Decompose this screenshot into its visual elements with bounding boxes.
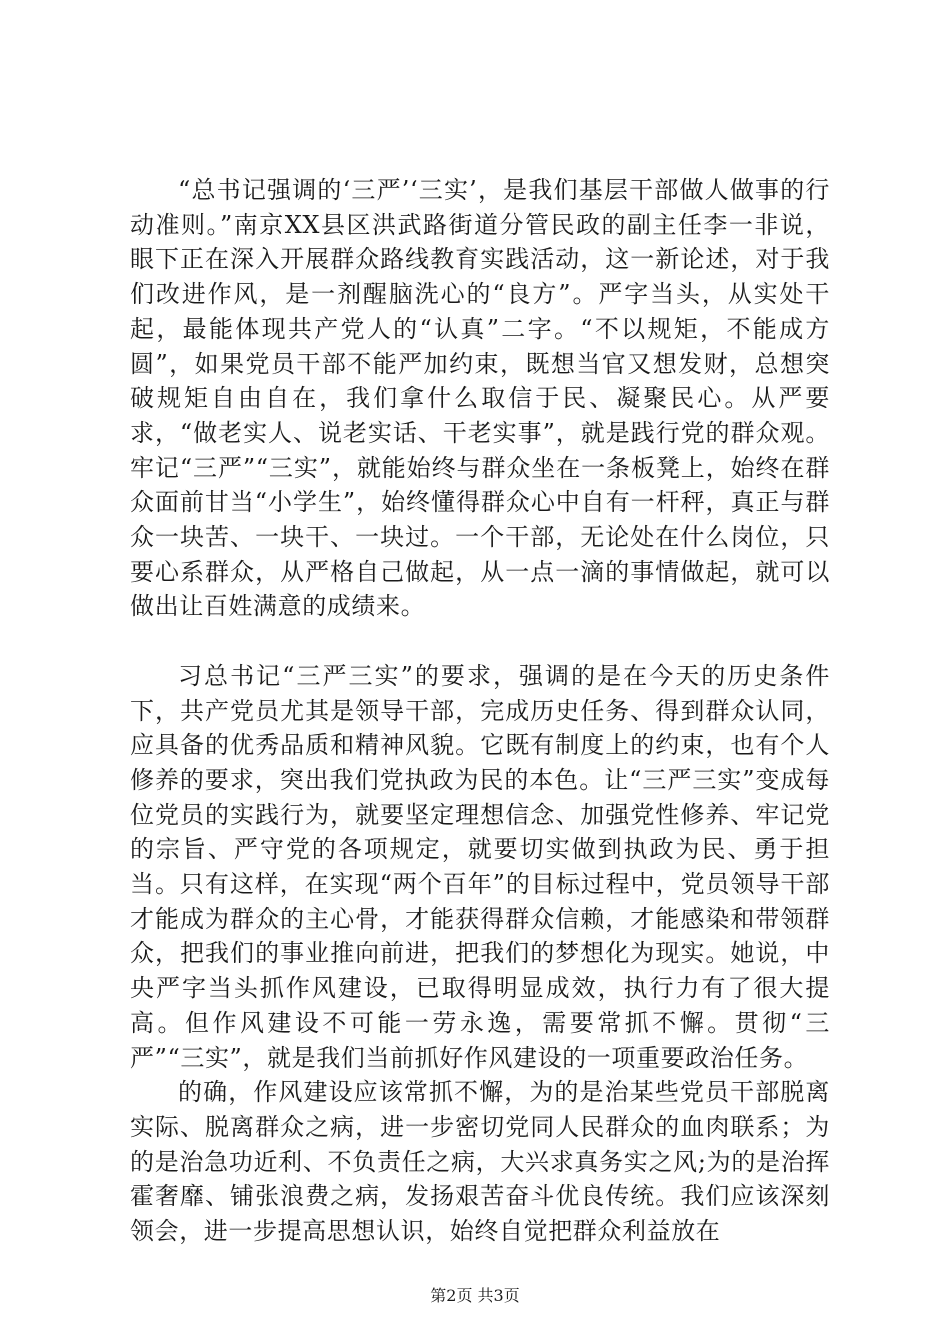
page-number-footer: 第2页 共3页 (430, 1286, 520, 1305)
document-body (130, 173, 830, 1249)
paragraph-3: 的确，作风建设应该常抓不懈，为的是治某些党员干部脱离实际、脱离群众之病，进一步密切党同人民群众的血肉联系；为的是治急功近利、不负责任之病，大兴求真务实之风;为的是治挥霍奢靡、铺张浪费之病，发扬艰苦奋斗优良传统。我们应该深刻领会，进一步提高思想认识，始终自觉把群众利益放在 (130, 1078, 830, 1246)
paragraph-2: 习总书记“三严三实”的要求，强调的是在今天的历史条件下，共产党员尤其是领导干部，完成历史任务、得到群众认同，应具备的优秀品质和精神风貌。它既有制度上的约束，也有个人修养的要求，突出我们党执政为民的本色。让“三严三实”变成每位党员的实践行为，就要坚定理想信念、加强党性修养、牢记党的宗旨、严守党的各项规定，就要切实做到执政为民、勇于担当。只有这样，在实现“两个百年”的目标过程中，党员领导干部才能成为群众的主心骨，才能获得群众信赖，才能感染和带领群众，把我们的事业推向前进，把我们的梦想化为现实。她说，中央严字当头抓作风建设，已取得明显成效，执行力有了很大提高。但作风建设不可能一劳永逸，需要常抓不懈。贯彻“三严”“三实”，就是我们当前抓好作风建设的一项重要政治任务。 (130, 661, 830, 1072)
paragraph-spacer (130, 624, 830, 659)
paragraph-1: “总书记强调的‘三严’‘三实’，是我们基层干部做人做事的行动准则。”南京XX县区洪武路街道分管民政的副主任李一非说，眼下正在深入开展群众路线教育实践活动，这一新论述，对于我们改进作风，是一剂醒脑洗心的“良方”。严字当头，从实处干起，最能体现共产党人的“认真”二字。“不以规矩，不能成方圆”，如果党员干部不能严加约束，既想当官又想发财，总想突破规矩自由自在，我们拿什么取信于民、凝聚民心。从严要求，“做老实人、说老实话、干老实事”，就是践行党的群众观。牢记“三严”“三实”，就能始终与群众坐在一条板凳上，始终在群众面前甘当“小学生”，始终懂得群众心中自有一杆秤，真正与群众一块苦、一块干、一块过。一个干部，无论处在什么岗位，只要心系群众，从严格自己做起，从一点一滴的事情做起，就可以做出让百姓满意的成绩来。 (130, 176, 830, 621)
